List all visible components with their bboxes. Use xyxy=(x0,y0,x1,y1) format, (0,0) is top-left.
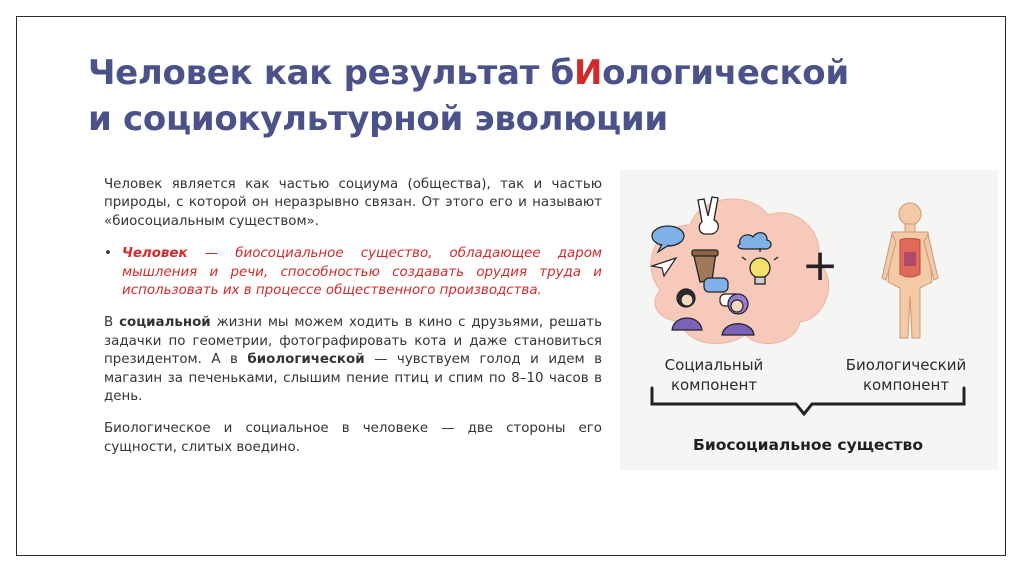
plus-sign: + xyxy=(801,240,839,291)
definition-bullet xyxy=(104,245,602,300)
definition-text xyxy=(122,245,602,300)
result-label: Биосоциальное существо xyxy=(693,436,923,454)
biological-keyword: биологической xyxy=(247,352,365,368)
examples-part-c: — чувствуем голод и идем в магазин за печеньками, слышим пение птиц и спим по 8–10 часов в день. xyxy=(104,352,602,405)
definition-rest: — биосоциальное существо, обладающее даром мышления и речи, способностью создавать орудия труда и использовать их в процессе общественного производства. xyxy=(122,246,602,299)
slide-title xyxy=(88,50,948,142)
paragraph-examples xyxy=(104,314,602,406)
examples-part-b: жизни мы можем ходить в кино с друзьями, решать задачки по геометрии, фотографировать кота и даже становиться президентом. А в xyxy=(104,315,602,368)
title-part-1: Человек как результат б xyxy=(88,53,574,93)
title-accent-letter: И xyxy=(573,53,603,93)
bio-label-line-1: Биологический xyxy=(845,356,967,374)
social-keyword: социальной xyxy=(119,315,211,331)
biosocial-illustration xyxy=(620,170,998,470)
bio-label-line-2: компонент xyxy=(862,376,950,394)
examples-part-a: В xyxy=(104,315,120,331)
illustration-svg xyxy=(620,170,998,470)
component-labels xyxy=(665,356,967,394)
body-text xyxy=(104,176,602,471)
paragraph-conclusion: Биологическое и социальное в человеке — две стороны его сущности, слитых воедино. xyxy=(104,421,602,455)
title-part-2: ологической xyxy=(602,53,849,93)
definition-term: Человек xyxy=(122,246,188,262)
bullet-dot: • xyxy=(104,246,112,262)
social-label-line-1: Социальный xyxy=(664,356,764,374)
social-label-line-2: компонент xyxy=(670,376,758,394)
title-line-2: и социокультурной эволюции xyxy=(88,99,668,139)
paragraph-intro: Человек является как частью социума (общества), так и частью природы, с которой он неразрывно связан. От этого его и называют «биосоциальным существом». xyxy=(104,177,602,229)
anatomy-figure-icon xyxy=(882,203,938,338)
peace-hand-icon xyxy=(698,197,718,234)
